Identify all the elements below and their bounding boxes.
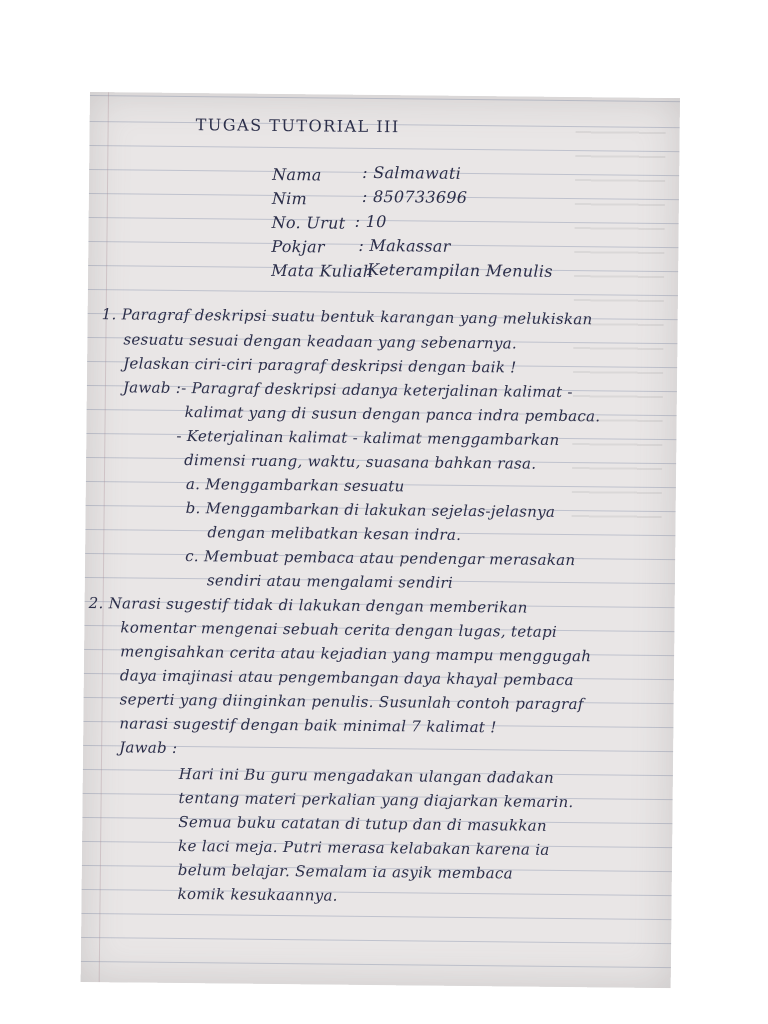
mata-kuliah-label: Mata Kuliah	[271, 260, 374, 281]
name-label: Nama	[272, 164, 322, 185]
answer-2-label: Jawab :	[119, 738, 178, 757]
nim-value: : 850733696	[361, 186, 468, 207]
answer-1-line-3: - Keterjalinan kalimat - kalimat menggambarkan	[176, 426, 560, 449]
answer-1-item-c: c. Membuat pembaca atau pendengar merasakan	[185, 547, 576, 570]
name-value: : Salmawati	[362, 162, 462, 183]
question-2-line-2: komentar mengenai sebuah cerita dengan lugas, tetapi	[120, 618, 558, 641]
answer-1-item-a: a. Menggambarkan sesuatu	[185, 475, 405, 496]
page-title: TUGAS TUTORIAL III	[195, 115, 400, 137]
answer-2-line-1: Hari ini Bu guru mengadakan ulangan dadakan	[178, 764, 555, 787]
answer-1-item-c-cont: sendiri atau mengalami sendiri	[206, 571, 454, 592]
answer-1-item-b: b. Menggambarkan di lakukan sejelas-jelasnya	[185, 499, 556, 521]
notebook-page	[81, 92, 680, 988]
answer-1-line-2: kalimat yang di susun dengan panca indra pembaca.	[184, 403, 601, 426]
answer-1-line-4: dimensi ruang, waktu, suasana bahkan rasa.	[184, 451, 537, 473]
question-2-line-1: 2. Narasi sugestif tidak di lakukan dengan memberikan	[88, 594, 528, 617]
question-2-line-3: mengisahkan cerita atau kejadian yang mampu menggugah	[120, 642, 592, 666]
question-1-line-2: sesuatu sesuai dengan keadaan yang sebenarnya.	[123, 330, 518, 353]
margin-line	[99, 92, 109, 982]
pokjar-label: Pokjar	[271, 236, 325, 257]
answer-1-item-b-cont: dengan melibatkan kesan indra.	[207, 523, 462, 544]
nim-label: Nim	[271, 188, 308, 209]
pokjar-value: : Makassar	[358, 235, 451, 256]
no-urut-value: : 10	[354, 211, 387, 232]
question-2-line-5: seperti yang diinginkan penulis. Susunlah contoh paragraf	[119, 690, 584, 714]
question-1-line-1: 1. Paragraf deskripsi suatu bentuk karangan yang melukiskan	[101, 305, 593, 329]
answer-2-line-3: Semua buku catatan di tutup dan di masukkan	[178, 812, 547, 835]
answer-2-line-5: belum belajar. Semalam ia asyik membaca	[177, 860, 513, 883]
question-2-line-6: narasi sugestif dengan baik minimal 7 kalimat !	[119, 714, 497, 737]
question-2-line-4: daya imajinasi atau pengembangan daya khayal pembaca	[119, 666, 574, 690]
mata-kuliah-value: : Keterampilan Menulis	[356, 259, 553, 281]
answer-1-line-1: Jawab :- Paragraf deskripsi adanya keterjalinan kalimat -	[122, 378, 573, 402]
no-urut-label: No. Urut	[271, 212, 346, 233]
answer-2-line-6: komik kesukaannya.	[177, 884, 338, 905]
question-1-line-3: Jelaskan ciri-ciri paragraf deskripsi dengan baik !	[123, 354, 517, 377]
answer-2-line-2: tentang materi perkalian yang diajarkan kemarin.	[178, 788, 574, 812]
answer-2-line-4: ke laci meja. Putri merasa kelabakan karena ia	[178, 836, 550, 859]
